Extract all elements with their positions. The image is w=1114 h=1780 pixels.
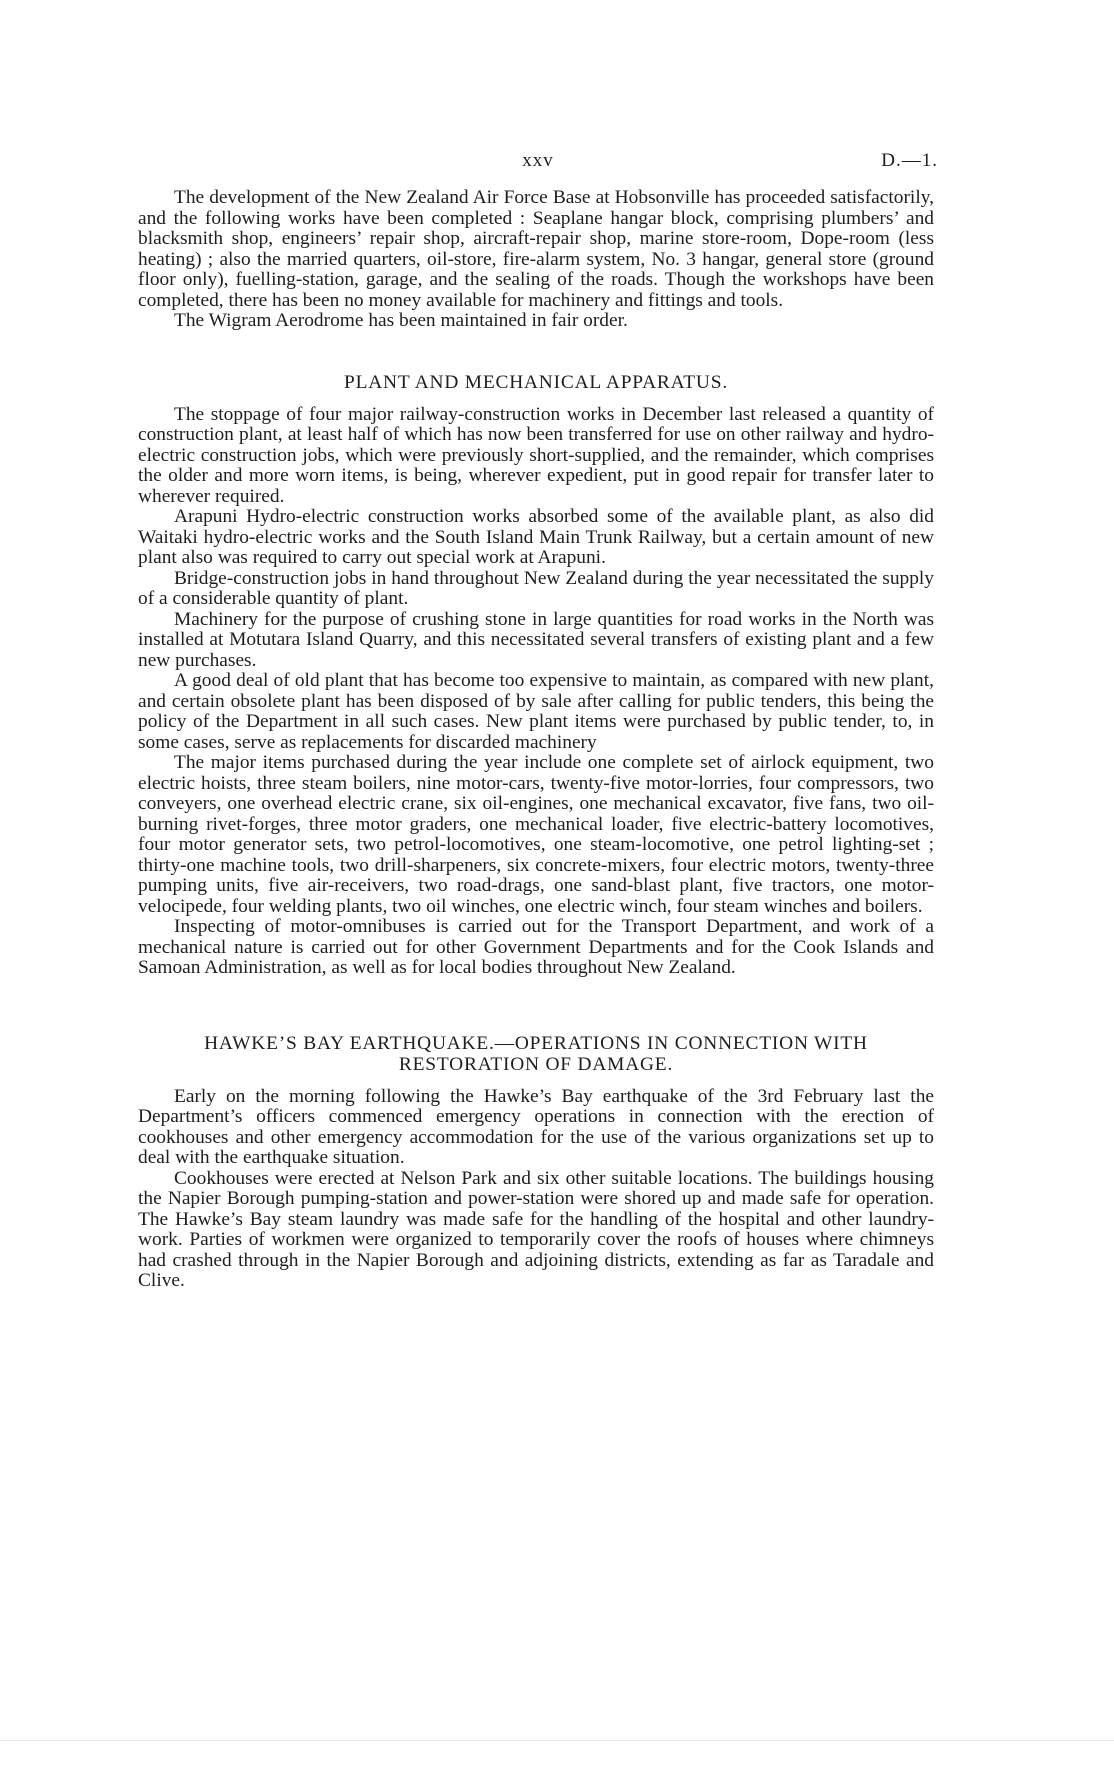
body-text: [138, 188, 934, 1292]
running-header: [138, 150, 938, 180]
paragraph-emergency-operations: Early on the morning following the Hawke’s Bay earthquake of the 3rd February last the Department’s officers commenced emergency operations in connection with the erection of cookhouses and other emergency accommodation for the use of the various organizations set up to deal with the earthquake situation.: [138, 1085, 934, 1168]
paragraph-old-plant: A good deal of old plant that has become too expensive to maintain, as compared with new plant, and certain obsolete plant has been disposed of by sale after calling for public tenders, this being the policy of the Department in all such cases. New plant items were purchased by public tender, to, in some cases, serve as replacements for discarded machinery: [138, 670, 934, 753]
paragraph-cookhouses: Cookhouses were erected at Nelson Park and six other suitable locations. The buildings housing the Napier Borough pumping-station and power-station were shored up and made safe for operation. The Hawke’s Bay steam laundry was made safe for the handling of the hospital and other laundry-work. Parties of workmen were organized to temporarily cover the roofs of houses where chimneys had crashed through in the Napier Borough and adjoining districts, extending as far as Taradale and Clive.: [138, 1167, 934, 1291]
section-heading-plant: PLANT AND MECHANICAL APPARATUS.: [344, 371, 728, 393]
paragraph-stoppage: The stoppage of four major railway-construction works in December last released a quantity of construction plant, at least half of which has now been transferred for use on other railway and hydro-electric construction jobs, which were previously short-supplied, and the remainder, which comprises the older and more worn items, is being, wherever expedient, put in good repair for transfer later to wherever required.: [138, 403, 934, 507]
page-number: xxv: [522, 150, 554, 171]
paragraph-crushing-machinery: Machinery for the purpose of crushing stone in large quantities for road works in the North was installed at Motutara Island Quarry, and this necessitated several transfers of existing plant and a few new purchases.: [138, 608, 934, 671]
paragraph-hobsonville: The development of the New Zealand Air Force Base at Hobsonville has proceeded satisfactorily, and the following works have been completed : Seaplane hangar block, comprising plumbers’ and blacksmith shop, engineers’ repair shop, aircraft-repair shop, marine store-room, Dope-room (less heating) ; also the married quarters, oil-store, fire-alarm system, No. 3 hangar, general store (ground floor only), fuelling-station, garage, and the sealing of the roads. Though the workshops have been completed, there has been no money available for machinery and fittings and tools.: [138, 187, 934, 311]
paragraph-bridge-construction: Bridge-construction jobs in hand throughout New Zealand during the year necessitated the supply of a considerable quantity of plant.: [138, 567, 934, 609]
paragraph-major-items: The major items purchased during the year include one complete set of airlock equipment, two electric hoists, three steam boilers, nine motor-cars, twenty-five motor-lorries, four compressors, two conveyers, one overhead electric crane, six oil-engines, one mechanical excavator, five fans, two oil-burning rivet-forges, three motor graders, one mechanical loader, five electric-battery locomotives, four motor generator sets, two petrol-locomotives, one steam-locomotive, one petrol lighting-set ; thirty-one machine tools, two drill-sharpeners, six concrete-mixers, four electric motors, twenty-three pumping units, five air-receivers, two road-drags, one sand-blast plant, five tractors, one motor-velocipede, four welding plants, two oil winches, one electric winch, four steam winches and boilers.: [138, 752, 934, 917]
scan-edge: [0, 1740, 1114, 1741]
report-code: D.—1.: [881, 150, 938, 171]
section-heading-hawkes-bay: HAWKE’S BAY EARTHQUAKE.—OPERATIONS IN CONNECTION WITH RESTORATION OF DAMAGE.: [204, 1032, 868, 1075]
paragraph-inspecting: Inspecting of motor-omnibuses is carried out for the Transport Department, and work of a mechanical nature is carried out for other Government Departments and for the Cook Islands and Samoan Administration, as well as for local bodies throughout New Zealand.: [138, 916, 934, 978]
paragraph-wigram: The Wigram Aerodrome has been maintained in fair order.: [174, 310, 628, 331]
paragraph-arapuni: Arapuni Hydro-electric construction works absorbed some of the available plant, as also did Waitaki hydro-electric works and the South Island Main Trunk Railway, but a certain amount of new plant also was required to carry out special work at Arapuni.: [138, 506, 934, 568]
